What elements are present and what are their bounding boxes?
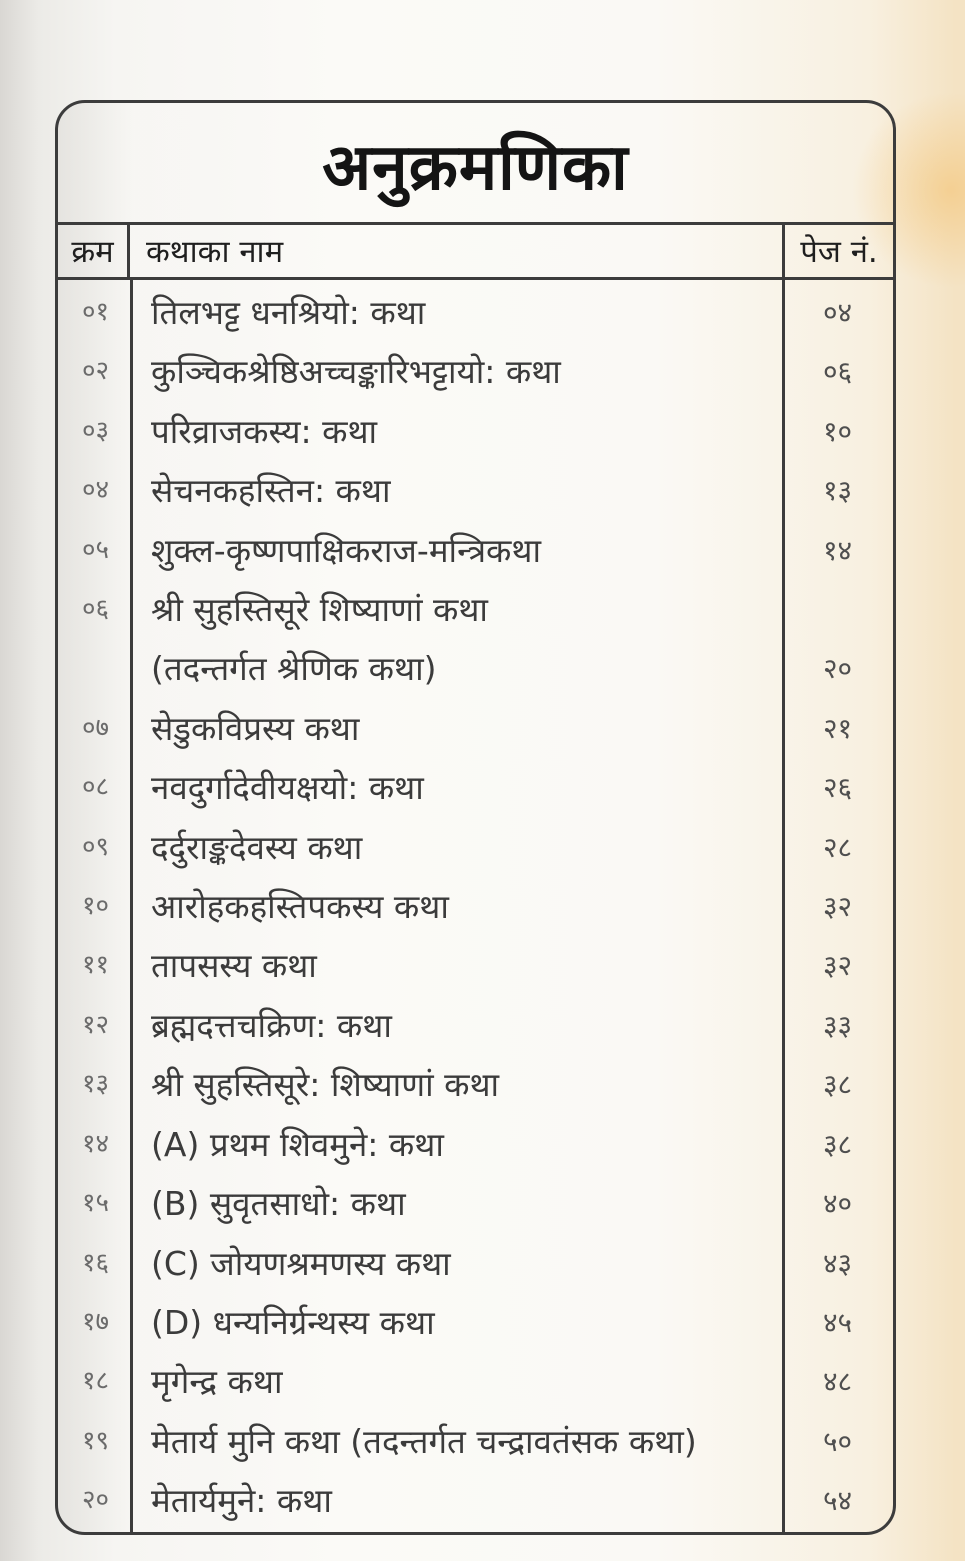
row-serial: १६: [81, 1247, 110, 1278]
table-row: [58, 877, 893, 936]
story-title-line: श्री सुहस्तिसूरे: शिष्याणां कथा: [151, 1065, 500, 1105]
row-story-title: [133, 1293, 782, 1352]
row-page-number: ०६: [822, 355, 853, 389]
row-serial: १४: [81, 1128, 110, 1159]
story-title-subline: (तदन्तर्गत श्रेणिक कथा): [151, 649, 437, 689]
row-page-number: ५४: [822, 1484, 853, 1518]
row-page-number: ४८: [822, 1365, 853, 1399]
table-row: [58, 996, 893, 1055]
row-story-title: [133, 1412, 782, 1471]
row-page-number: २८: [822, 830, 853, 864]
row-serial: १३: [81, 1069, 110, 1100]
row-serial: ०३: [81, 415, 110, 446]
row-serial: ०४: [81, 475, 110, 506]
row-story-title: [133, 1174, 782, 1233]
title-block: [58, 103, 893, 222]
row-story-title: [133, 818, 782, 877]
table-row: [58, 699, 893, 758]
row-page-number: १३: [822, 474, 853, 508]
row-serial: १२: [81, 1009, 110, 1040]
story-title-line: (A) प्रथम शिवमुने: कथा: [151, 1124, 444, 1164]
table-row: [58, 758, 893, 817]
column-header-story-name: कथाका नाम: [146, 234, 284, 270]
page-column-divider: [782, 280, 785, 1532]
row-serial: ०२: [81, 356, 110, 387]
story-title-line: तिलभट्ट धनश्रियो: कथा: [151, 293, 426, 332]
row-story-title: [133, 461, 782, 520]
row-page-number: ३८: [822, 1127, 853, 1161]
row-serial: ११: [81, 950, 110, 981]
row-story-title: [133, 936, 782, 995]
table-row: [58, 1115, 893, 1174]
row-page-number: ३२: [822, 890, 853, 924]
page-title: अनुक्रमणिका: [322, 130, 629, 205]
row-story-title: [133, 1115, 782, 1174]
row-page-number: २६: [822, 771, 853, 805]
row-story-title: [133, 402, 782, 461]
table-row: [58, 1293, 893, 1352]
row-serial: १९: [81, 1425, 110, 1456]
column-header-page-number: पेज नं.: [782, 225, 893, 277]
row-serial: १०: [81, 891, 110, 922]
story-title-line: मृगेन्द्र कथा: [151, 1362, 283, 1402]
story-title-line: नवदुर्गादेवीयक्षयो: कथा: [151, 768, 424, 808]
story-title-line: (B) सुवृतसाधो: कथा: [151, 1184, 406, 1224]
row-story-title: [133, 996, 782, 1055]
toc-page-frame: [55, 100, 896, 1535]
row-page-number: ०४: [822, 296, 853, 329]
story-title-line: तापसस्य कथा: [151, 946, 317, 986]
table-row: [58, 1412, 893, 1471]
story-title-line: सेडुकविप्रस्य कथा: [151, 708, 360, 748]
row-serial: ०५: [81, 534, 110, 565]
table-row: [58, 1174, 893, 1233]
story-title-line: शुक्ल-कृष्णपाक्षिकराज-मन्त्रिकथा: [151, 530, 542, 570]
table-row: [58, 1055, 893, 1114]
row-serial: ०७: [81, 712, 110, 743]
row-serial: २०: [81, 1485, 110, 1516]
story-title-line: परिव्राजकस्य: कथा: [151, 411, 378, 451]
row-serial: ०८: [81, 772, 110, 803]
row-serial: ०९: [81, 831, 110, 862]
row-page-number: ४३: [822, 1246, 853, 1280]
table-row: [58, 580, 893, 699]
table-row: [58, 936, 893, 995]
row-serial: १७: [81, 1306, 110, 1337]
story-title-line: श्री सुहस्तिसूरे शिष्याणां कथा: [151, 590, 488, 630]
table-row: [58, 1471, 893, 1530]
row-story-title: [133, 342, 782, 401]
table-row: [58, 1234, 893, 1293]
row-story-title: [133, 758, 782, 817]
column-header-serial: क्रम: [58, 225, 130, 277]
story-title-line: (D) धन्यनिर्ग्रन्थस्य कथा: [151, 1302, 435, 1342]
row-story-title: [133, 521, 782, 580]
row-serial: १८: [81, 1366, 110, 1397]
row-page-number: २०: [822, 652, 853, 686]
row-story-title: [133, 1234, 782, 1293]
row-page-number: ४५: [822, 1305, 853, 1339]
row-page-number: १४: [822, 533, 853, 567]
row-serial: १५: [81, 1188, 110, 1219]
story-title-line: आरोहकहस्तिपकस्य कथा: [151, 887, 449, 927]
table-header-row: [58, 222, 893, 280]
table-row: [58, 1352, 893, 1411]
story-title-line: कुञ्चिकश्रेष्ठिअच्चङ्कारिभट्टायो: कथा: [151, 352, 561, 392]
row-page-number: ५०: [822, 1424, 853, 1458]
toc-rows: [58, 283, 893, 1531]
row-story-title: [133, 283, 782, 342]
table-row: [58, 283, 893, 342]
row-story-title: [133, 699, 782, 758]
row-page-number: ३८: [822, 1068, 853, 1102]
table-row: [58, 342, 893, 401]
story-title-line: (C) जोयणश्रमणस्य कथा: [151, 1243, 451, 1283]
row-page-number: ३३: [822, 1008, 853, 1042]
table-row: [58, 461, 893, 520]
row-story-title: [133, 1352, 782, 1411]
row-story-title: [133, 877, 782, 936]
table-row: [58, 402, 893, 461]
story-title-line: दर्दुराङ्कदेवस्य कथा: [151, 827, 363, 867]
table-row: [58, 521, 893, 580]
serial-column-divider: [130, 280, 133, 1532]
row-page-number: ४०: [822, 1187, 853, 1221]
row-page-number: २१: [822, 711, 853, 745]
row-page-number: १०: [822, 414, 853, 448]
table-body: [58, 280, 893, 1532]
row-serial: ०६: [81, 594, 110, 625]
row-story-title: [133, 1471, 782, 1530]
row-story-title: [133, 580, 782, 699]
row-story-title: [133, 1055, 782, 1114]
row-page-number: ३२: [822, 949, 853, 983]
story-title-line: मेतार्य मुनि कथा (तदन्तर्गत चन्द्रावतंसक कथा): [151, 1421, 697, 1461]
story-title-line: सेचनकहस्तिन: कथा: [151, 471, 391, 511]
table-row: [58, 818, 893, 877]
row-serial: ०१: [81, 297, 110, 327]
story-title-line: मेतार्यमुने: कथा: [151, 1481, 332, 1521]
story-title-line: ब्रह्मदत्तचक्रिण: कथा: [151, 1005, 392, 1045]
